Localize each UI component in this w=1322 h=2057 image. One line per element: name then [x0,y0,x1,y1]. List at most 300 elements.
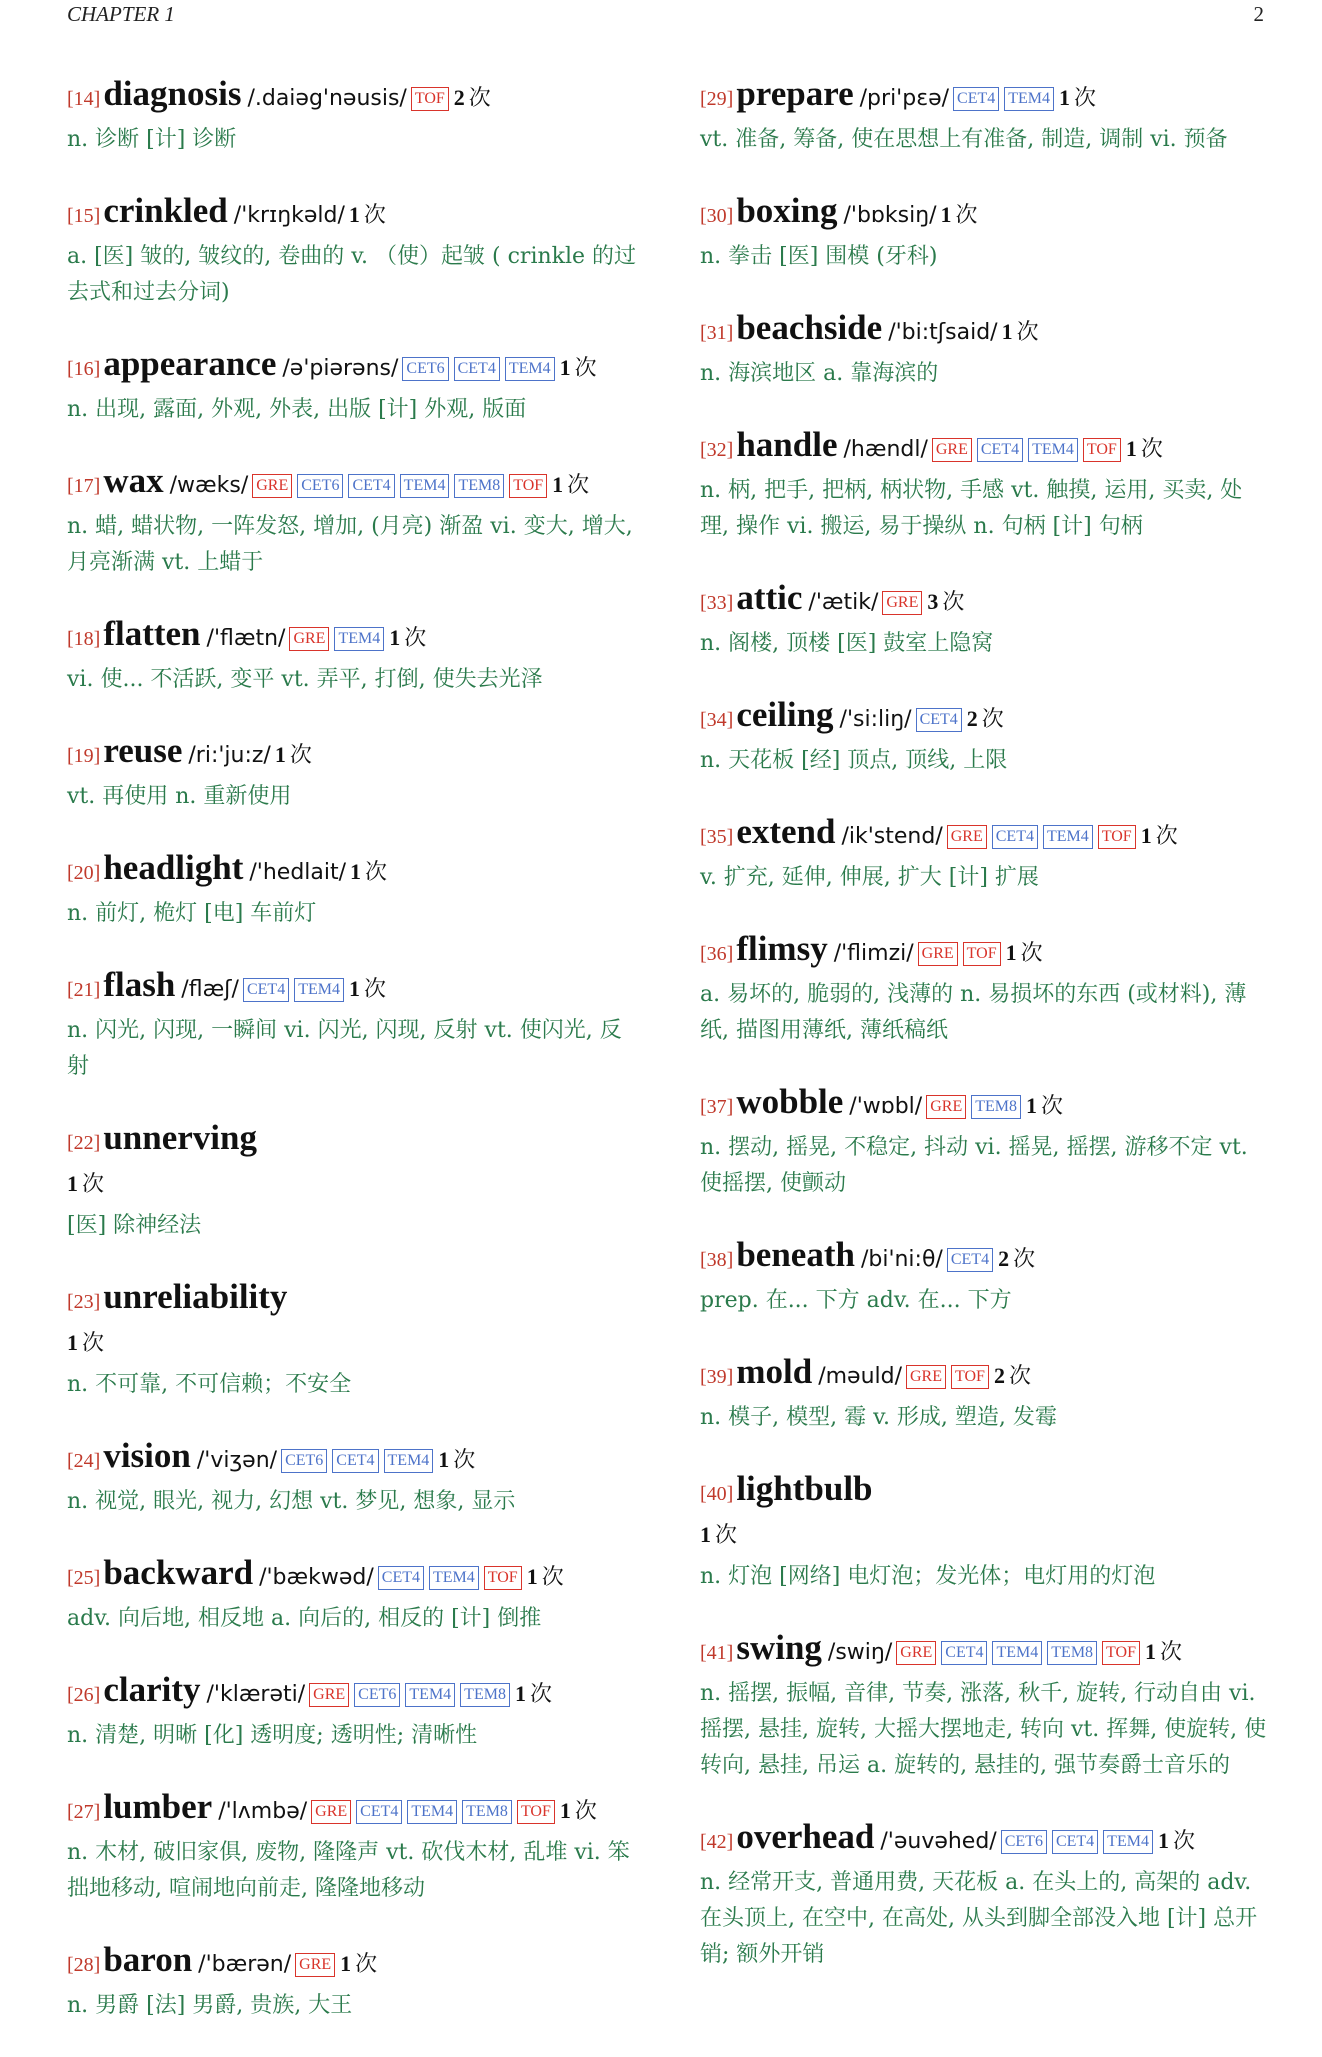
right-column [700,74,1270,2006]
definition: adv. 向后地, 相反地 a. 向后的, 相反的 [计] 倒推 [67,1606,542,1631]
count-line [700,1515,1270,1557]
count-unit: 次 [1159,1640,1182,1665]
exam-tag: GRE [896,1641,936,1665]
exam-tag: GRE [309,1683,349,1707]
occurrence-count [941,203,978,228]
page-number: 2 [1253,2,1264,26]
exam-tag: TEM4 [294,978,344,1002]
vocab-entry [67,1787,637,1907]
definition: a. [医] 皱的, 皱纹的, 卷曲的 v. （使）起皱 ( crinkle 的过去式和过去分词) [67,244,637,305]
exam-tag: TEM8 [460,1683,510,1707]
definition: n. 海滨地区 a. 靠海滨的 [700,361,939,386]
headword: boxing [736,191,838,230]
count-unit: 次 [468,86,491,111]
phonetic: /'bærən/ [198,1952,292,1977]
headword: unreliability [103,1277,288,1316]
entry-number: [34] [700,709,734,731]
definition: n. 木材, 破旧家俱, 废物, 隆隆声 vt. 砍伐木材, 乱堆 vi. 笨拙地移动, 喧闹地向前走, 隆隆地移动 [67,1840,630,1901]
count-unit: 次 [541,1565,564,1590]
exam-tag: TOF [1083,438,1121,462]
headword: lightbulb [736,1469,873,1508]
headword: extend [736,812,836,851]
exam-tag: CET6 [402,357,448,381]
count-number: 1 [940,202,952,227]
phonetic: /məuld/ [818,1364,902,1389]
occurrence-count [552,473,589,498]
count-unit: 次 [82,1331,105,1356]
exam-tag: TEM8 [462,1800,512,1824]
definition: n. 闪光, 闪现, 一瞬间 vi. 闪光, 闪现, 反射 vt. 使闪光, 反射 [67,1018,622,1079]
occurrence-count [67,1172,104,1197]
exam-tag: GRE [932,438,972,462]
vocab-entry [67,344,637,428]
exam-tag: TEM4 [992,1641,1042,1665]
phonetic: /'bɒksiŋ/ [843,203,937,228]
count-unit: 次 [1020,941,1043,966]
count-unit: 次 [1140,437,1163,462]
occurrence-count [1145,1640,1182,1665]
definition: n. 模子, 模型, 霉 v. 形成, 塑造, 发霉 [700,1405,1057,1430]
headword: beneath [736,1235,855,1274]
count-number: 1 [559,1798,571,1823]
entry-number: [35] [700,826,734,848]
count-unit: 次 [1041,1094,1064,1119]
entry-number: [21] [67,979,101,1001]
definition: n. 灯泡 [网络] 电灯泡；发光体；电灯用的灯泡 [700,1564,1156,1589]
entry-number: [42] [700,1831,734,1853]
headword: clarity [103,1670,201,1709]
running-header: CHAPTER 1 [67,2,175,26]
exam-tag: TEM4 [384,1449,434,1473]
entry-number: [28] [67,1954,101,1976]
left-column [67,74,637,2057]
occurrence-count [994,1364,1031,1389]
occurrence-count [275,743,312,768]
phonetic: /swiŋ/ [827,1640,893,1665]
definition: a. 易坏的, 脆弱的, 浅薄的 n. 易损坏的东西 (或材料), 薄纸, 描图用薄纸, 薄纸稿纸 [700,982,1247,1043]
occurrence-count [340,1952,377,1977]
count-number: 2 [998,1246,1010,1271]
exam-tag: GRE [311,1800,351,1824]
entry-headline [700,812,1270,858]
entry-number: [38] [700,1249,734,1271]
entry-number: [26] [67,1684,101,1706]
count-line [67,1164,637,1206]
count-unit: 次 [942,590,965,615]
count-number: 1 [1001,319,1013,344]
entry-number: [36] [700,943,734,965]
exam-tag: TOF [951,1365,989,1389]
phonetic: /flæʃ/ [181,977,239,1002]
count-number: 1 [67,1330,78,1355]
entry-number: [31] [700,322,734,344]
count-unit: 次 [981,707,1004,732]
occurrence-count [1059,86,1096,111]
vocab-entry [700,74,1270,158]
count-unit: 次 [529,1682,552,1707]
entry-headline [700,1628,1270,1674]
entry-headline [67,344,637,390]
exam-tag: CET4 [378,1566,424,1590]
headword: mold [736,1352,813,1391]
count-unit: 次 [453,1448,476,1473]
count-unit: 次 [82,1172,105,1197]
vocab-entry [700,1469,1270,1595]
phonetic: /'hedlait/ [249,860,347,885]
vocab-entry [67,1670,637,1754]
count-unit: 次 [1008,1364,1031,1389]
definition: n. 蜡, 蜡状物, 一阵发怒, 增加, (月亮) 渐盈 vi. 变大, 增大, 月亮渐满 vt. 上蜡于 [67,514,633,575]
entry-number: [14] [67,88,101,110]
entry-headline [700,695,1270,741]
exam-tag: TEM4 [505,357,555,381]
count-unit: 次 [574,1799,597,1824]
headword: baron [103,1940,193,1979]
exam-tag: TEM4 [429,1566,479,1590]
exam-tag: CET4 [947,1248,993,1272]
count-number: 1 [348,202,360,227]
phonetic: /'bi:tʃsaid/ [888,320,998,345]
occurrence-count [349,977,386,1002]
exam-tag: GRE [295,1953,335,1977]
occurrence-count [454,86,491,111]
count-number: 2 [453,85,465,110]
exam-tag: TEM4 [400,474,450,498]
occurrence-count [515,1682,552,1707]
occurrence-count [700,1523,737,1548]
vocab-entry [700,1352,1270,1436]
occurrence-count [350,860,387,885]
occurrence-count [1026,1094,1063,1119]
definition: n. 天花板 [经] 顶点, 顶线, 上限 [700,748,1008,773]
entry-number: [32] [700,439,734,461]
entry-headline [700,1082,1270,1128]
phonetic: /ri:'ju:z/ [188,743,271,768]
occurrence-count [1126,437,1163,462]
exam-tag: CET4 [941,1641,987,1665]
vocab-entry [700,191,1270,275]
occurrence-count [1141,824,1178,849]
vocab-entry [700,812,1270,896]
entry-headline [67,1940,637,1986]
exam-tag: TEM4 [1103,1830,1153,1854]
entry-headline [67,1118,637,1164]
phonetic: /hændl/ [843,437,928,462]
phonetic: /'flimzi/ [833,941,914,966]
entry-number: [39] [700,1366,734,1388]
entry-number: [30] [700,205,734,227]
entry-headline [700,929,1270,975]
vocab-entry [67,1436,637,1520]
exam-tag: TEM4 [407,1800,457,1824]
definition: [医] 除神经法 [67,1213,202,1238]
count-number: 1 [438,1447,450,1472]
count-unit: 次 [289,743,312,768]
definition: n. 视觉, 眼光, 视力, 幻想 vt. 梦见, 想象, 显示 [67,1489,516,1514]
entry-headline [700,74,1270,120]
entry-headline [67,1787,637,1833]
headword: vision [103,1436,191,1475]
count-number: 2 [993,1363,1005,1388]
entry-headline [67,1670,637,1716]
vocab-entry [700,308,1270,392]
vocab-entry [67,965,637,1085]
occurrence-count [560,1799,597,1824]
headword: flash [103,965,176,1004]
exam-tag: TOF [1098,825,1136,849]
entry-number: [18] [67,628,101,650]
vocab-entry [700,1817,1270,1973]
count-unit: 次 [363,977,386,1002]
count-unit: 次 [567,473,590,498]
vocab-entry [700,1235,1270,1319]
entry-number: [19] [67,745,101,767]
entry-number: [17] [67,475,101,497]
exam-tag: TEM4 [334,627,384,651]
occurrence-count [927,590,964,615]
count-unit: 次 [1013,1247,1036,1272]
count-number: 1 [514,1681,526,1706]
entry-number: [27] [67,1801,101,1823]
phonetic: /'flætn/ [206,626,286,651]
headword: headlight [103,848,244,887]
vocab-entry [700,929,1270,1049]
count-unit: 次 [363,203,386,228]
headword: diagnosis [103,74,242,113]
entry-number: [29] [700,88,734,110]
entry-headline [700,1469,1270,1515]
entry-number: [25] [67,1567,101,1589]
count-unit: 次 [365,860,388,885]
phonetic: /'əuvəhed/ [880,1829,997,1854]
occurrence-count [349,203,386,228]
count-unit: 次 [1172,1829,1195,1854]
definition: n. 摇摆, 振幅, 音律, 节奏, 涨落, 秋千, 旋转, 行动自由 vi. 摇摆, 悬挂, 旋转, 大摇大摆地走, 转向 vt. 挥舞, 使旋转, 使转向, 悬挂, 吊运 a. 旋转的, 悬挂的, 强节奏爵士音乐的 [700,1681,1267,1778]
exam-tag: CET4 [454,357,500,381]
entry-number: [20] [67,862,101,884]
phonetic: /'ætik/ [808,590,879,615]
entry-headline [700,191,1270,237]
vocab-entry [700,1082,1270,1202]
headword: ceiling [736,695,834,734]
exam-tag: CET6 [297,474,343,498]
exam-tag: CET6 [281,1449,327,1473]
definition: n. 摆动, 摇晃, 不稳定, 抖动 vi. 摇晃, 摇摆, 游移不定 vt. 使摇摆, 使颤动 [700,1135,1248,1196]
occurrence-count [1158,1829,1195,1854]
count-number: 2 [966,706,978,731]
phonetic: /'wɒbl/ [849,1094,923,1119]
exam-tag: CET4 [243,978,289,1002]
entry-headline [67,1277,637,1323]
headword: wax [103,461,164,500]
headword: attic [736,578,803,617]
count-number: 1 [350,859,362,884]
exam-tag: TOF [484,1566,522,1590]
count-unit: 次 [355,1952,378,1977]
exam-tag: CET4 [977,438,1023,462]
vocab-entry [67,461,637,581]
entry-headline [67,74,637,120]
count-number: 3 [927,589,939,614]
definition: vi. 使... 不活跃, 变平 vt. 弄平, 打倒, 使失去光泽 [67,667,543,692]
headword: prepare [736,74,854,113]
count-number: 1 [1026,1093,1037,1118]
exam-tag: TEM8 [971,1095,1021,1119]
entry-headline [67,1553,637,1599]
phonetic: /'krɪŋkəld/ [233,203,345,228]
vocab-entry [67,1277,637,1403]
exam-tag: GRE [882,591,922,615]
entry-headline [700,1352,1270,1398]
exam-tag: CET4 [348,474,394,498]
headword: flatten [103,614,201,653]
headword: crinkled [103,191,228,230]
definition: prep. 在... 下方 adv. 在... 下方 [700,1288,1012,1313]
definition: n. 拳击 [医] 围模 (牙科) [700,244,938,269]
occurrence-count [67,1331,104,1356]
phonetic: /ə'piərəns/ [282,356,399,381]
phonetic: /'bækwəd/ [259,1565,374,1590]
exam-tag: GRE [926,1095,966,1119]
count-number: 1 [1059,85,1071,110]
entry-number: [15] [67,205,101,227]
occurrence-count [1002,320,1039,345]
exam-tag: TEM4 [405,1683,455,1707]
entry-number: [16] [67,358,101,380]
exam-tag: TOF [411,87,449,111]
exam-tag: CET4 [332,1449,378,1473]
vocab-entry [700,1628,1270,1784]
exam-tag: CET6 [354,1683,400,1707]
entry-headline [67,731,637,777]
definition: n. 清楚, 明晰 [化] 透明度; 透明性; 清晰性 [67,1723,478,1748]
occurrence-count [438,1448,475,1473]
count-unit: 次 [574,356,597,381]
count-number: 1 [274,742,286,767]
entry-headline [700,308,1270,354]
entry-number: [23] [67,1291,101,1313]
definition: n. 阁楼, 顶楼 [医] 鼓室上隐窝 [700,631,994,656]
vocab-entry [700,695,1270,779]
exam-tag: CET4 [953,87,999,111]
entry-headline [67,848,637,894]
entry-number: [37] [700,1096,734,1118]
entry-number: [24] [67,1450,101,1472]
entry-headline [67,191,637,237]
phonetic: /pri'pɛə/ [859,86,950,111]
headword: appearance [103,344,277,383]
count-number: 1 [1157,1828,1169,1853]
count-line [67,1323,637,1365]
phonetic: /'klærəti/ [206,1682,306,1707]
count-number: 1 [340,1951,352,1976]
vocab-entry [67,1553,637,1637]
definition: n. 诊断 [计] 诊断 [67,127,237,152]
definition: v. 扩充, 延伸, 伸展, 扩大 [计] 扩展 [700,865,1039,890]
entry-headline [67,614,637,660]
vocab-entry [67,614,637,698]
definition: vt. 再使用 n. 重新使用 [67,784,292,809]
headword: reuse [103,731,183,770]
headword: flimsy [736,929,828,968]
count-number: 1 [1005,940,1017,965]
count-unit: 次 [1074,86,1097,111]
count-number: 1 [1144,1639,1156,1664]
exam-tag: TEM4 [1043,825,1093,849]
phonetic: /'viʒən/ [196,1448,278,1473]
exam-tag: CET4 [356,1800,402,1824]
occurrence-count [560,356,597,381]
count-unit: 次 [715,1523,738,1548]
exam-tag: TEM4 [1028,438,1078,462]
exam-tag: TEM8 [454,474,504,498]
exam-tag: CET6 [1001,1830,1047,1854]
exam-tag: TOF [1102,1641,1140,1665]
entry-headline [67,965,637,1011]
count-number: 1 [348,976,360,1001]
headword: unnerving [103,1118,257,1157]
headword: wobble [736,1082,844,1121]
exam-tag: GRE [947,825,987,849]
entry-number: [22] [67,1132,101,1154]
count-unit: 次 [955,203,978,228]
exam-tag: TOF [509,474,547,498]
occurrence-count [527,1565,564,1590]
count-number: 1 [700,1522,711,1547]
entry-headline [67,1436,637,1482]
headword: swing [736,1628,822,1667]
vocab-entry [700,425,1270,545]
headword: overhead [736,1817,875,1856]
exam-tag: GRE [289,627,329,651]
exam-tag: GRE [918,942,958,966]
vocab-entry [67,74,637,158]
headword: backward [103,1553,254,1592]
definition: n. 柄, 把手, 把柄, 柄状物, 手感 vt. 触摸, 运用, 买卖, 处理, 操作 vi. 搬运, 易于操纵 n. 句柄 [计] 句柄 [700,478,1243,539]
count-number: 1 [1125,436,1137,461]
count-unit: 次 [404,626,427,651]
vocab-entry [67,1940,637,2024]
definition: vt. 准备, 筹备, 使在思想上有准备, 制造, 调制 vi. 预备 [700,127,1228,152]
exam-tag: GRE [906,1365,946,1389]
exam-tag: TOF [517,1800,555,1824]
entry-headline [700,1235,1270,1281]
exam-tag: TEM4 [1004,87,1054,111]
exam-tag: TEM8 [1047,1641,1097,1665]
entry-headline [700,1817,1270,1863]
entry-number: [41] [700,1642,734,1664]
definition: n. 经常开支, 普通用费, 天花板 a. 在头上的, 高架的 adv. 在头顶上, 在空中, 在高处, 从头到脚全部没入地 [计] 总开销; 额外开销 [700,1870,1258,1967]
occurrence-count [998,1247,1035,1272]
exam-tag: CET4 [916,708,962,732]
occurrence-count [967,707,1004,732]
headword: handle [736,425,838,464]
entry-number: [33] [700,592,734,614]
count-number: 1 [552,472,564,497]
occurrence-count [389,626,426,651]
exam-tag: GRE [252,474,292,498]
count-number: 1 [526,1564,538,1589]
definition: n. 男爵 [法] 男爵, 贵族, 大王 [67,1993,353,2018]
exam-tag: CET4 [992,825,1038,849]
entry-headline [700,425,1270,471]
entry-number: [40] [700,1483,734,1505]
phonetic: /'si:liŋ/ [839,707,912,732]
exam-tag: TOF [963,942,1001,966]
entry-headline [700,578,1270,624]
definition: n. 出现, 露面, 外观, 外表, 出版 [计] 外观, 版面 [67,397,527,422]
definition: n. 前灯, 桅灯 [电] 车前灯 [67,901,317,926]
